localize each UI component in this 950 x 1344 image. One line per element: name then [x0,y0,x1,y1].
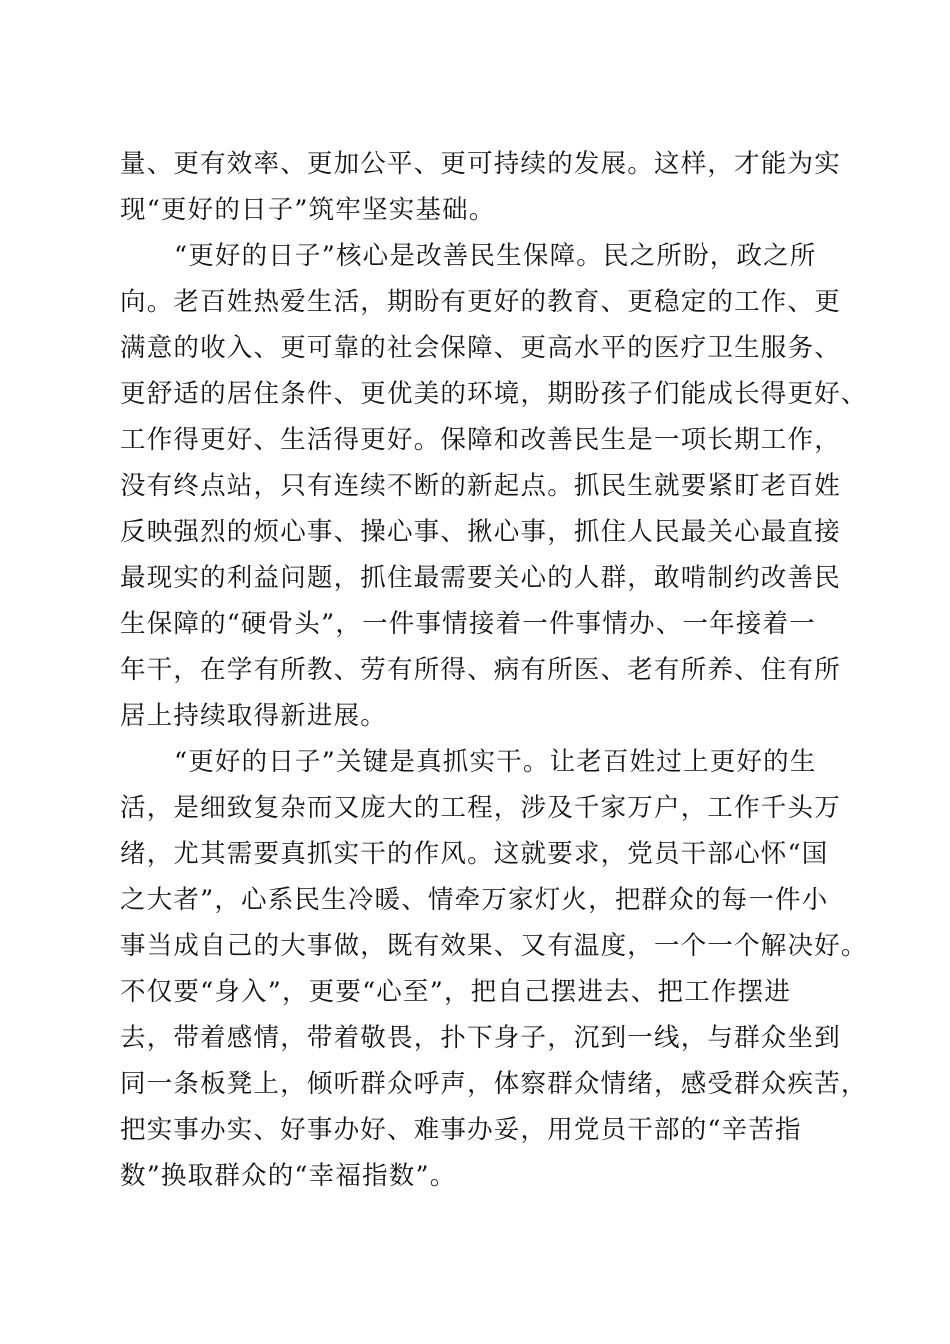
text-line: 不仅要“身入”，更要“心至”，把自己摆进去、把工作摆进 [120,977,792,1007]
paragraph-first-line: “更好的日子”核心是改善民生保障。民之所盼，政之所 [174,241,817,271]
text-line: 之大者”，心系民生冷暖、情牵万家灯火，把群众的每一件小 [120,885,829,915]
text-line: 活，是细致复杂而又庞大的工程，涉及千家万户，工作千头万 [120,793,841,823]
text-line: 把实事办实、好事办好、难事办妥，用党员干部的“辛苦指 [120,1115,802,1145]
text-line: 数”换取群众的“幸福指数”。 [120,1161,457,1191]
text-line: 没有终点站，只有连续不断的新起点。抓民生就要紧盯老百姓 [120,471,841,501]
text-line: 工作得更好、生活得更好。保障和改善民生是一项长期工作， [120,425,841,455]
text-line: 去，带着感情，带着敬畏，扑下身子，沉到一线，与群众坐到 [120,1023,841,1053]
text-line: 年干，在学有所教、劳有所得、病有所医、老有所养、住有所 [120,655,841,685]
text-line: 向。老百姓热爱生活，期盼有更好的教育、更稳定的工作、更 [120,287,841,317]
paragraph-first-line: “更好的日子”关键是真抓实干。让老百姓过上更好的生 [174,747,817,777]
text-line: 生保障的“硬骨头”，一件事情接着一件事情办、一年接着一 [120,609,816,639]
text-line: 满意的收入、更可靠的社会保障、更高水平的医疗卫生服务、 [120,333,841,363]
text-line: 更舒适的居住条件、更优美的环境，期盼孩子们能成长得更好、 [120,379,868,409]
text-line: 绪，尤其需要真抓实干的作风。这就要求，党员干部心怀“国 [120,839,829,869]
text-line: 同一条板凳上，倾听群众呼声，体察群众情绪，感受群众疾苦， [120,1069,868,1099]
text-line: 现“更好的日子”筑牢坚实基础。 [120,195,496,225]
text-line: 最现实的利益问题，抓住最需要关心的人群，敢啃制约改善民 [120,563,841,593]
text-line: 居上持续取得新进展。 [120,701,388,731]
text-line: 量、更有效率、更加公平、更可持续的发展。这样，才能为实 [120,149,841,179]
text-line: 反映强烈的烦心事、操心事、揪心事，抓住人民最关心最直接 [120,517,841,547]
text-line: 事当成自己的大事做，既有效果、又有温度，一个一个解决好。 [120,931,868,961]
